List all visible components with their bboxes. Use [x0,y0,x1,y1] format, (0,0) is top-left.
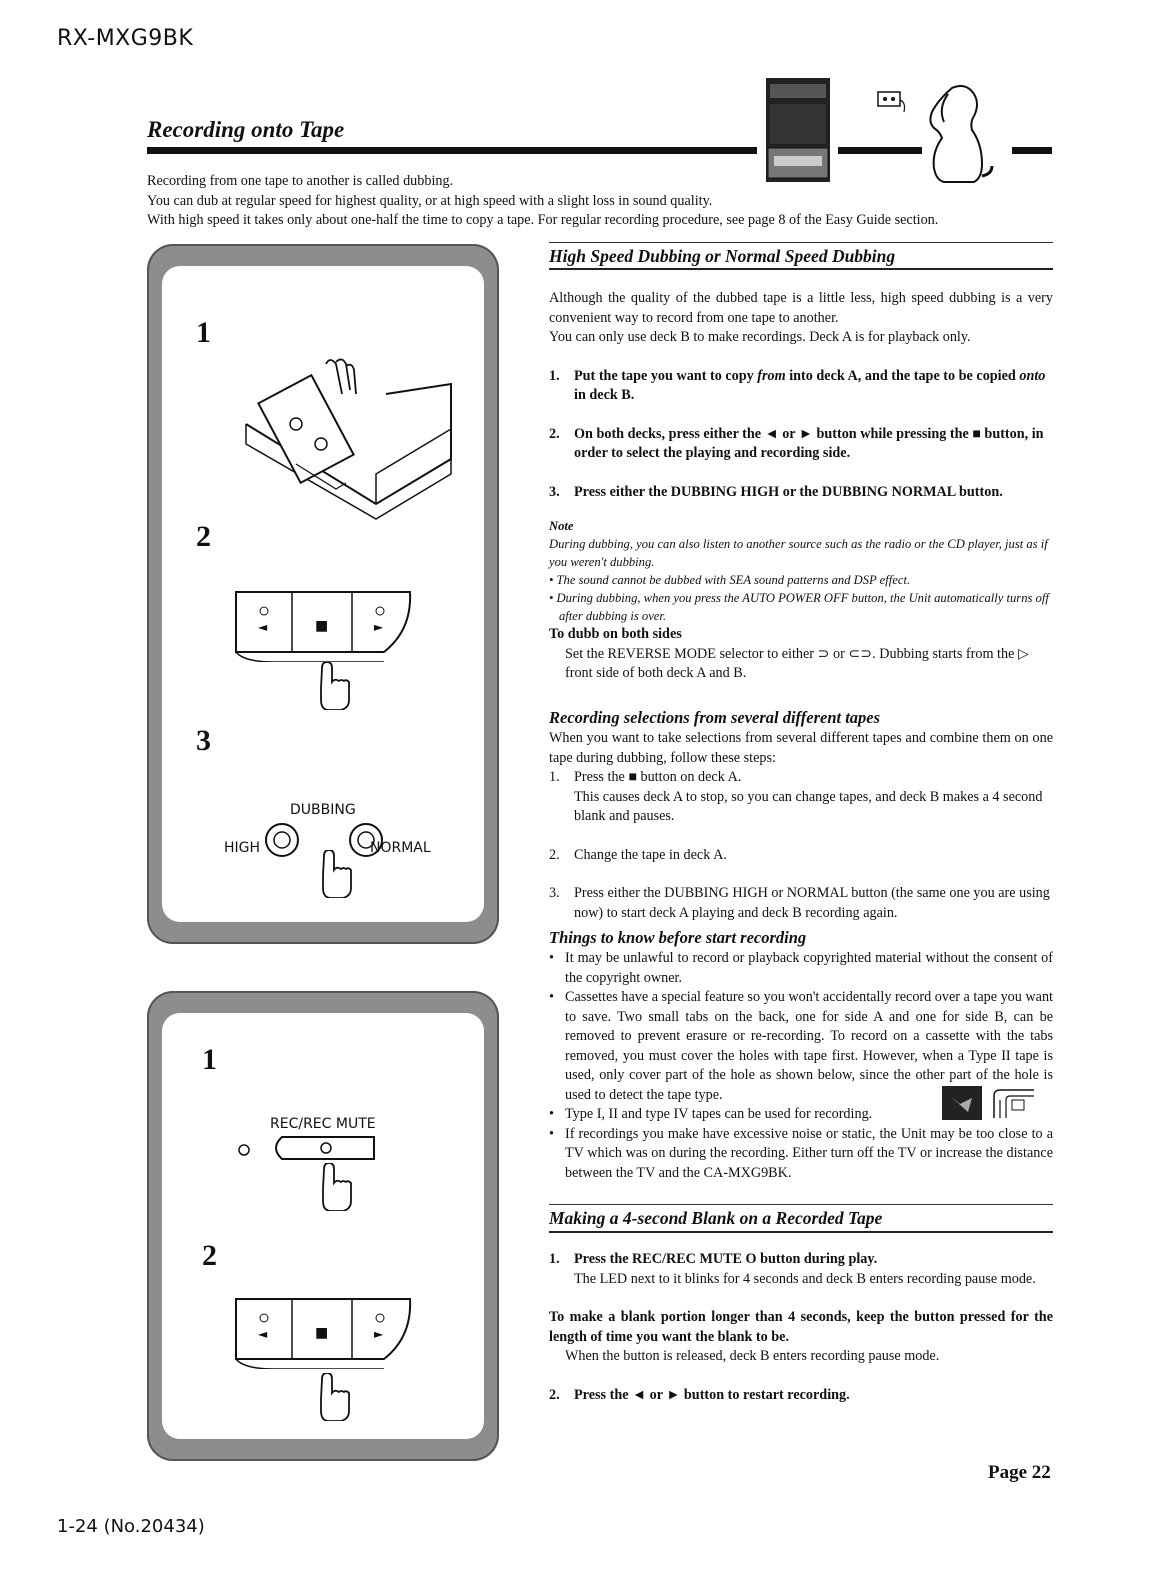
panel1-step-3: 3 [196,724,211,757]
finger-press-icon [314,1163,354,1211]
bullet: • [549,1125,554,1142]
note-text: • The sound cannot be dubbed with SEA sound patterns and DSP effect. [549,573,911,587]
section-4-second-body [549,1250,1053,1405]
panel-inner [162,1013,484,1439]
rec-led-icon [237,1143,251,1157]
list-number: 3. [549,885,560,901]
cassette-icon [876,88,908,116]
section-paragraph: Set the REVERSE MODE selector to either ⊃ or ⊂⊃. Dubbing starts from the ▷ front side of both deck A and B. [565,645,1029,681]
text-run: onto [1019,367,1046,384]
finger-press-icon [312,1373,352,1421]
blank-steps-panel [147,991,499,1461]
section-heading: High Speed Dubbing or Normal Speed Dubbing [549,246,896,266]
page-title: Recording onto Tape [147,117,345,142]
intro-line: With high speed it takes only about one-half the time to copy a tape. For regular recording procedure, see page 8 of the Easy Guide section. [147,212,939,228]
intro-line: You can dub at regular speed for highest quality, or at high speed with a slight loss in sound quality. [147,192,713,209]
page-number: Page 22 [988,1462,1051,1483]
normal-label: NORMAL [370,840,431,856]
subsection-title: To dubb on both sides [549,626,682,642]
section-rule [549,242,1053,243]
title-rule-mid [838,147,922,154]
dubbing-label: DUBBING [290,802,356,818]
stop-button: ■ [315,618,329,634]
panel-inner [162,266,484,922]
list-text: Press the ◄ or ► button to restart recording. [574,1386,850,1403]
section-paragraph: When you want to take selections from several different tapes and combine them on one tape during dubbing, follow these steps: [549,730,1053,766]
text-run: This causes deck A to stop, so you can change tapes, and deck B makes a 4 second blank and pauses. [574,788,1043,824]
bullet: • [549,1106,554,1122]
intro-text [147,172,1057,231]
list-text: Press either the DUBBING HIGH or NORMAL button (the same one you are using now) to start deck A playing and deck B recording again. [574,885,1050,921]
rewind-button: ◄ [258,620,268,634]
list-item [549,367,1053,406]
dubbing-high-button [264,822,300,858]
panel1-step-1: 1 [196,316,211,349]
list-number: 1. [549,1251,560,1267]
stereo-unit-illustration [764,76,832,184]
list-text: Cassettes have a special feature so you won't accidentally record over a tape you want to save. Two small tabs on the back, one for side A and one for side B, can be removed to prevent erasure or re-recording. To record on a cassette with the tabs removed, you must cover the holes with tape first. However, when a Type II tape is used, only cover part of the hole as shown below, since the other part of the hole is used to detect the tape type. [565,989,1053,1103]
intro-line: Recording from one tape to another is called dubbing. [147,173,454,189]
bullet: • [549,989,554,1005]
list-text: Press either the DUBBING HIGH or the DUBBING NORMAL button. [574,483,1003,500]
list-number: 3. [549,483,560,500]
list-text [574,367,1053,406]
model-number: RX-MXG9BK [57,26,194,51]
document-code: 1-24 (No.20434) [57,1516,205,1537]
deck-buttons-illustration [234,1297,414,1369]
section-things-to-know [549,927,1053,1183]
list-text [574,1250,1053,1289]
section-high-speed-body [549,289,1053,684]
note-title: Note [549,519,574,533]
panel1-step-2: 2 [196,520,211,553]
list-text: Change the tape in deck A. [574,846,727,863]
title-rule-right [1012,147,1052,154]
section-paragraph: When the button is released, deck B enters recording pause mode. [565,1348,940,1364]
dubbing-steps-panel [147,244,499,944]
section-rule [549,268,1053,270]
stop-button: ■ [315,1325,329,1341]
deck-buttons-illustration [234,590,414,662]
section-heading: Things to know before start recording [549,928,807,947]
section-4-second-blank [549,1207,1053,1229]
text-run: in deck B. [574,387,635,403]
list-text: If recordings you make have excessive noise or static, the Unit may be too close to a TV which was on during the recording. Either turn off the TV or increase the distance between the TV and the CA-MXG9BK. [565,1125,1053,1181]
tape-tab-diagram-icon [990,1086,1038,1120]
rec-mute-label: REC/REC MUTE [270,1116,376,1132]
text-run: Put the tape you want to copy [574,367,758,384]
section-paragraph: You can only use deck B to make recordings. Deck A is for playback only. [549,329,971,345]
play-button: ► [374,1327,384,1341]
rec-mute-button [268,1133,378,1163]
list-item [549,768,1053,827]
text-run: Press the REC/REC MUTE O button during play. [574,1251,878,1267]
section-rule [549,1231,1053,1233]
list-text: It may be unlawful to record or playback copyrighted material without the consent of the copyright owner. [565,950,1053,986]
list-item [549,884,1053,923]
note-block [549,517,1053,625]
title-rule [147,147,757,154]
list-item [549,949,1053,988]
list-item [549,1125,1053,1184]
finger-press-icon [312,662,352,710]
panel2-step-2: 2 [202,1239,217,1272]
list-item [549,1250,1053,1289]
list-text: On both decks, press either the ◄ or ► button while pressing the ■ button, in order to select the playing and recording side. [574,425,1044,461]
list-item [549,1386,1053,1406]
note-text: During dubbing, you can also listen to another source such as the radio or the CD player, just as if you weren't dubbing. [549,537,1048,569]
list-number: 2. [549,425,560,442]
list-text: Type I, II and type IV tapes can be used for recording. [565,1106,873,1122]
section-high-speed-dubbing [549,245,1053,267]
finger-press-icon [314,850,354,898]
high-label: HIGH [224,840,261,856]
section-paragraph: Although the quality of the dubbed tape is a little less, high speed dubbing is a very convenient way to record from one tape to another. [549,290,1053,326]
cassette-insert-illustration [236,354,466,524]
rewind-button: ◄ [258,1327,268,1341]
list-item [549,483,1053,503]
list-text [574,768,1053,827]
text-run: from [757,367,786,384]
list-number: 2. [549,846,560,863]
list-item [549,425,1053,464]
panel2-step-1: 1 [202,1043,217,1076]
list-number: 2. [549,1386,560,1403]
section-several-tapes [549,707,1053,923]
play-button: ► [374,620,384,634]
text-run: Press the ■ button on deck A. [574,769,742,785]
text-run: The LED next to it blinks for 4 seconds and deck B enters recording pause mode. [574,1270,1036,1287]
note-text: • During dubbing, when you press the AUTO POWER OFF button, the Unit automatically turns off after dubbing is over. [549,591,1049,623]
section-rule [549,1204,1053,1205]
list-item [549,846,1053,866]
text-run: into deck A, and the tape to be copied [785,367,1020,384]
bullet: • [549,950,554,966]
list-number: 1. [549,769,560,785]
section-heading: Recording selections from several different tapes [549,708,881,727]
tape-tab-photo-icon [942,1086,982,1120]
section-paragraph: To make a blank portion longer than 4 seconds, keep the button pressed for the length of time you want the blank to be. [549,1309,1053,1345]
section-heading: Making a 4-second Blank on a Recorded Tape [549,1208,883,1228]
list-number: 1. [549,367,560,384]
